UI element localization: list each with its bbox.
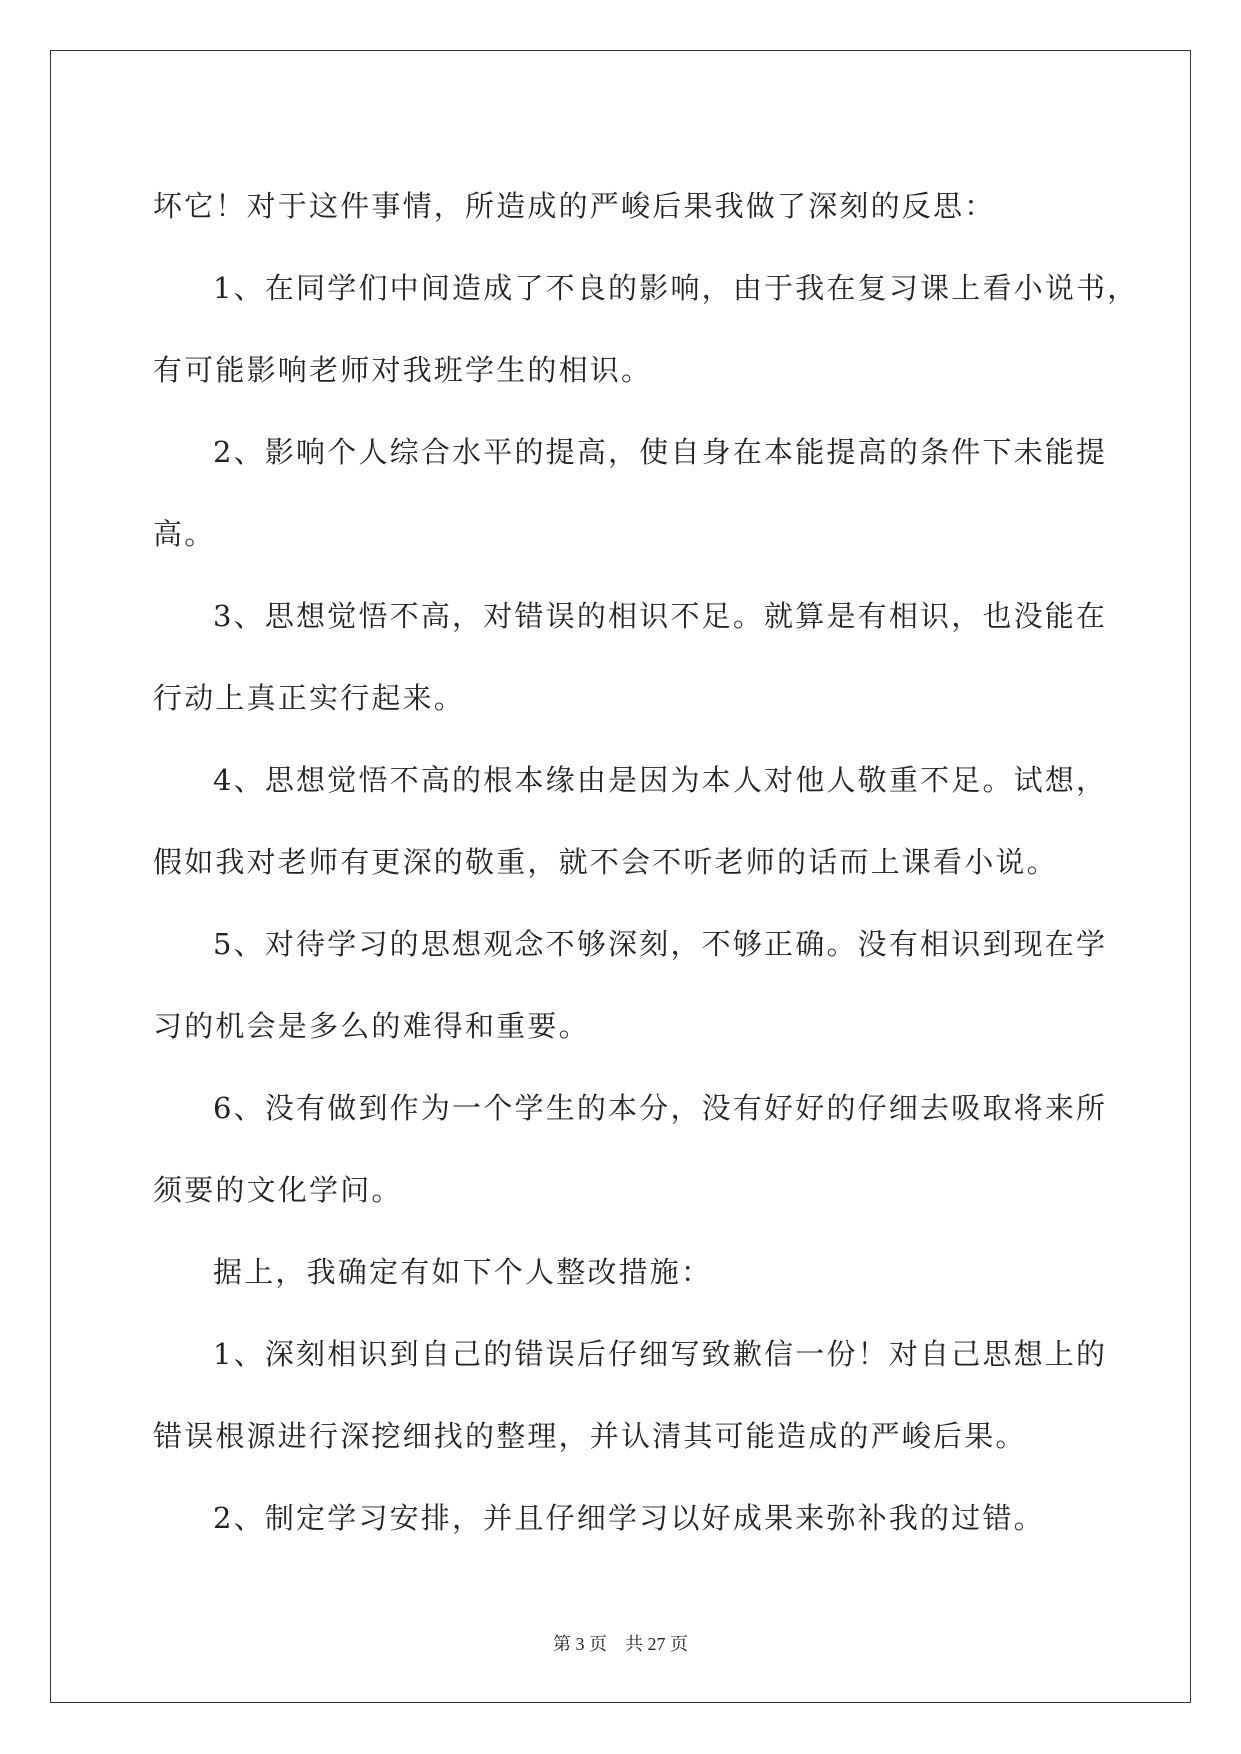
text-line: 习的机会是多么的难得和重要。 bbox=[153, 1009, 590, 1043]
page-number: 第 3 页 bbox=[553, 1634, 607, 1654]
text-line: 2、制定学习安排，并且仔细学习以好成果来弥补我的过错。 bbox=[213, 1501, 1045, 1535]
document-body bbox=[153, 165, 1139, 1559]
text-line: 1、深刻相识到自己的错误后仔细写致歉信一份！对自己思想上的 bbox=[213, 1337, 1108, 1371]
text-line: 须要的文化学问。 bbox=[153, 1173, 403, 1207]
text-line: 2、影响个人综合水平的提高，使自身在本能提高的条件下未能提 bbox=[213, 435, 1108, 469]
page-total: 共 27 页 bbox=[625, 1634, 688, 1654]
text-line: 6、没有做到作为一个学生的本分，没有好好的仔细去吸取将来所 bbox=[213, 1091, 1108, 1125]
text-line: 1、在同学们中间造成了不良的影响，由于我在复习课上看小说书， bbox=[213, 271, 1139, 305]
text-line: 3、思想觉悟不高，对错误的相识不足。就算是有相识，也没能在 bbox=[213, 599, 1108, 633]
text-line: 有可能影响老师对我班学生的相识。 bbox=[153, 353, 653, 387]
text-line: 错误根源进行深挖细找的整理，并认清其可能造成的严峻后果。 bbox=[153, 1419, 1027, 1453]
text-line: 坏它！对于这件事情，所造成的严峻后果我做了深刻的反思： bbox=[153, 189, 996, 223]
page-footer bbox=[0, 1630, 1241, 1656]
text-line: 5、对待学习的思想观念不够深刻，不够正确。没有相识到现在学 bbox=[213, 927, 1108, 961]
text-line: 高。 bbox=[153, 517, 216, 551]
text-line: 假如我对老师有更深的敬重，就不会不听老师的话而上课看小说。 bbox=[153, 845, 1058, 879]
text-line: 据上，我确定有如下个人整改措施： bbox=[213, 1255, 713, 1289]
text-line: 行动上真正实行起来。 bbox=[153, 681, 466, 715]
text-line: 4、思想觉悟不高的根本缘由是因为本人对他人敬重不足。试想， bbox=[213, 763, 1108, 797]
